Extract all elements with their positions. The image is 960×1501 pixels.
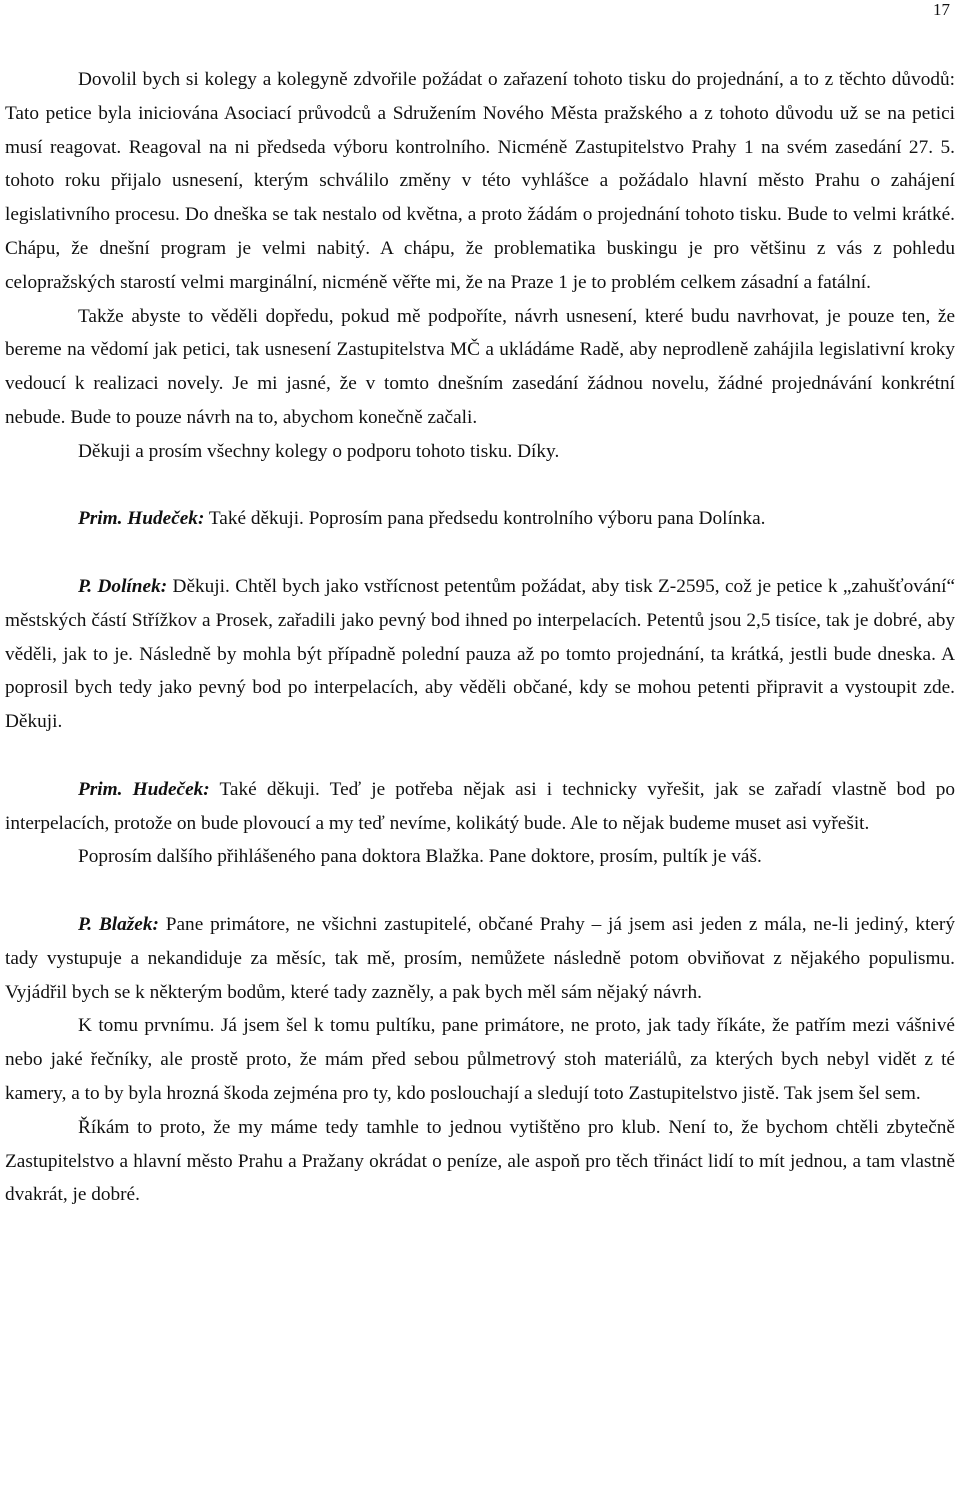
- speaker-paragraph: [5, 773, 955, 841]
- speaker-name: Prim. Hudeček:: [78, 778, 210, 800]
- paragraph-text: Poprosím dalšího přihlášeného pana doktora Blažka. Pane doktore, prosím, pultík je váš.: [78, 846, 762, 868]
- speaker-paragraph: [5, 908, 955, 1009]
- paragraph-text: Říkám to proto, že my máme tedy tamhle to jednou vytištěno pro klub. Není to, že bychom chtěli zbytečně Zastupitelstvo a hlavní město Prahu a Pražany okrádat o peníze, ale aspoň pro těch třináct lidí to mít jednou, a tam vlastně dvakrát, je dobré.: [5, 1116, 955, 1206]
- paragraph-text: Pane primátore, ne všichni zastupitelé, občané Prahy – já jsem asi jeden z mála, ne-li jediný, který tady vystupuje a nekandiduje za měsíc, tak mě, prosím, nemůžete následně potom obviňovat z nějakého populismu. Vyjádřil bych se k některým bodům, které tady zazněly, a pak bych měl sám nějaký návrh.: [5, 913, 955, 1003]
- paragraph: [5, 300, 955, 435]
- spacer: [5, 874, 955, 908]
- spacer: [5, 536, 955, 570]
- paragraph-text: Také děkuji. Poprosím pana předsedu kontrolního výboru pana Dolínka.: [204, 508, 766, 530]
- speaker-name: P. Dolínek:: [78, 575, 168, 597]
- spacer: [5, 469, 955, 503]
- paragraph-text: Děkuji a prosím všechny kolegy o podporu tohoto tisku. Díky.: [78, 440, 560, 462]
- paragraph-text: Děkuji. Chtěl bych jako vstřícnost petentům požádat, aby tisk Z-2595, což je petice k „zahušťování“ městských částí Střížkov a Prosek, zařadili jako pevný bod ihned po interpelacích. Petentů jsou 2,5 tisíce, tak je dobré, aby věděli, jak to je. Následně by mohla být případně polední pauza až po tomto projednání, ta krátká, jestli bude dneska. A poprosil bych tedy jako pevný bod po interpelacích, aby věděli občané, kdy se mohou petenti připravit a vystoupit zde. Děkuji.: [5, 575, 956, 733]
- paragraph: [5, 435, 955, 469]
- spacer: [5, 739, 955, 773]
- speaker-paragraph: [5, 502, 955, 536]
- speaker-name: Prim. Hudeček:: [78, 508, 205, 530]
- paragraph: [5, 1111, 955, 1212]
- paragraph-text: Takže abyste to věděli dopředu, pokud mě podpoříte, návrh usnesení, které budu navrhovat, je pouze ten, že bereme na vědomí jak petici, tak usnesení Zastupitelstva MČ a ukládáme Radě, aby neprodleně zahájila legislativní kroky vedoucí k realizaci novely. Je mi jasné, že v tomto dnešním zasedání žádnou novelu, žádné projednávání konkrétní nebude. Bude to pouze návrh na to, abychom konečně začali.: [5, 305, 955, 428]
- paragraph-text: K tomu prvnímu. Já jsem šel k tomu pultíku, pane primátore, ne proto, jak tady říkáte, že patřím mezi vášnivé nebo jaké řečníky, ale prostě proto, že mám před sebou půlmetrový stoh materiálů, za kterých bych nebyl vidět z té kamery, a to by byla hrozná škoda zejména pro ty, kdo poslouchají a sledují toto Zastupitelstvo jistě. Tak jsem šel sem.: [5, 1015, 955, 1104]
- page-number: 17: [933, 0, 950, 19]
- paragraph: [5, 63, 955, 300]
- document-body: [5, 63, 955, 1212]
- paragraph: [5, 1009, 955, 1110]
- paragraph-text: Dovolil bych si kolegy a kolegyně zdvořile požádat o zařazení tohoto tisku do projednání, a to z těchto důvodů: Tato petice byla iniciována Asociací průvodců a Sdružením Nového Města pražského a z tohoto důvodu už se na petici musí reagovat. Reagoval na ni předseda výboru kontrolního. Nicméně Zastupitelstvo Prahy 1 na svém zasedání 27. 5. tohoto roku přijalo usnesení, kterým schválilo změny v této vyhlášce a požádalo hlavní město Prahu o zahájení legislativního procesu. Do dneška se tak nestalo od května, a proto žádám o projednání tohoto tisku. Bude to velmi krátké. Chápu, že dnešní program je velmi nabitý. A chápu, že problematika buskingu je pro většinu z vás z pohledu celopražských starostí velmi marginální, nicméně věřte mi, že na Praze 1 je to problém celkem zásadní a fatální.: [5, 69, 955, 293]
- paragraph: [5, 840, 955, 874]
- speaker-paragraph: [5, 570, 955, 739]
- paragraph-text: Také děkuji. Teď je potřeba nějak asi i technicky vyřešit, jak se zařadí vlastně bod po interpelacích, protože on bude plovoucí a my teď nevíme, kolikátý bude. Ale to nějak budeme muset asi vyřešit.: [5, 778, 955, 834]
- speaker-name: P. Blažek:: [78, 913, 159, 935]
